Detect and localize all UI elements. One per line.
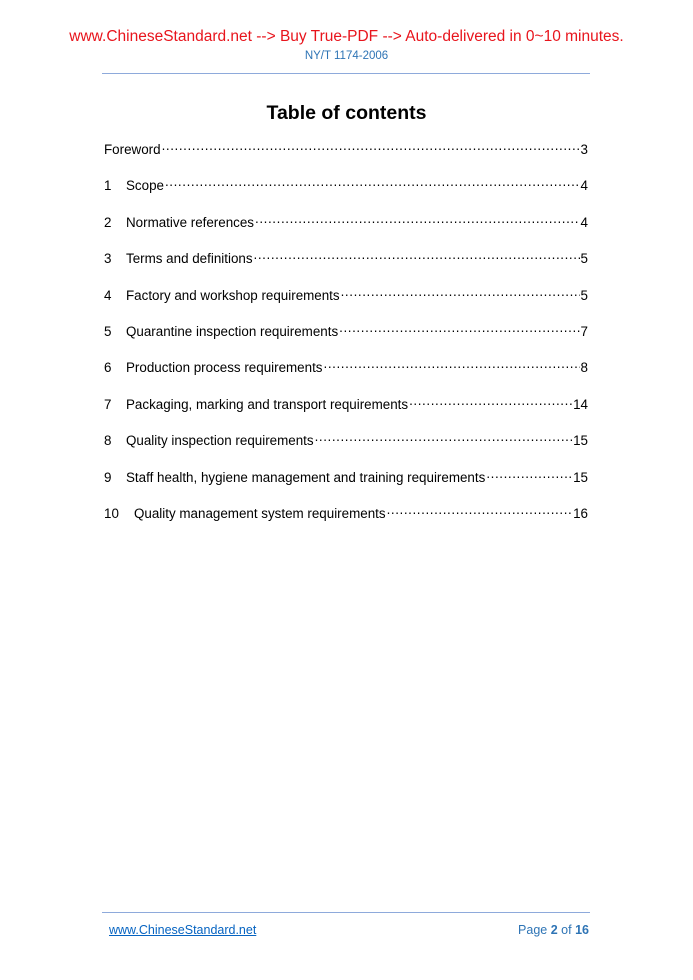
toc-entry-page: 4 bbox=[580, 178, 588, 194]
promo-banner[interactable]: www.ChineseStandard.net --> Buy True-PDF --> Auto-delivered in 0~10 minutes. bbox=[69, 28, 624, 45]
table-of-contents bbox=[104, 140, 588, 540]
toc-entry-number: 10 bbox=[104, 505, 119, 521]
footer-website-link[interactable]: www.ChineseStandard.net bbox=[109, 923, 257, 937]
toc-entry-terms-and-definitions[interactable] bbox=[104, 249, 588, 285]
toc-entry-number: 3 bbox=[104, 251, 112, 267]
header-divider bbox=[102, 73, 590, 74]
toc-entry-label: Scope bbox=[126, 178, 164, 194]
toc-entry-page: 4 bbox=[580, 214, 588, 230]
dot-leader bbox=[162, 140, 580, 154]
toc-entry-label: Quality inspection requirements bbox=[126, 433, 314, 449]
toc-entry-scope[interactable] bbox=[104, 176, 588, 212]
toc-entry-number: 9 bbox=[104, 469, 112, 485]
toc-entry-label: Normative references bbox=[126, 214, 255, 230]
toc-entry-number: 2 bbox=[104, 214, 112, 230]
toc-entry-page: 7 bbox=[580, 323, 588, 339]
toc-entry-number: 8 bbox=[104, 433, 112, 449]
toc-entry-label: Quarantine inspection requirements bbox=[126, 323, 339, 339]
toc-entry-quarantine-inspection[interactable] bbox=[104, 322, 588, 358]
toc-entry-label: Packaging, marking and transport requirements bbox=[126, 396, 409, 412]
toc-entry-label: Staff health, hygiene management and training requirements bbox=[126, 469, 486, 485]
dot-leader bbox=[324, 358, 580, 372]
dot-leader bbox=[409, 395, 572, 409]
toc-entry-label: Factory and workshop requirements bbox=[126, 287, 340, 303]
toc-entry-page: 14 bbox=[573, 396, 588, 412]
dot-leader bbox=[254, 249, 580, 263]
toc-entry-page: 15 bbox=[573, 433, 588, 449]
toc-title: Table of contents bbox=[266, 102, 427, 124]
toc-entry-label: Foreword bbox=[104, 142, 161, 157]
toc-entry-production-process[interactable] bbox=[104, 358, 588, 394]
footer-divider bbox=[102, 912, 590, 913]
toc-entry-number: 6 bbox=[104, 360, 112, 376]
dot-leader bbox=[387, 504, 573, 518]
toc-entry-label: Terms and definitions bbox=[126, 251, 253, 267]
toc-entry-quality-inspection[interactable] bbox=[104, 431, 588, 467]
dot-leader bbox=[341, 286, 580, 300]
toc-entry-number: 1 bbox=[104, 178, 112, 194]
toc-entry-page: 5 bbox=[580, 251, 588, 267]
page-indicator bbox=[518, 922, 589, 938]
toc-entry-label: Quality management system requirements bbox=[134, 505, 386, 521]
dot-leader bbox=[255, 213, 580, 227]
toc-entry-page: 3 bbox=[580, 142, 588, 157]
current-page-number: 2 bbox=[550, 923, 558, 937]
standard-number: NY/T 1174-2006 bbox=[304, 50, 389, 62]
toc-entry-page: 15 bbox=[573, 469, 588, 485]
toc-entry-number: 5 bbox=[104, 323, 112, 339]
toc-entry-number: 4 bbox=[104, 287, 112, 303]
toc-entry-normative-references[interactable] bbox=[104, 213, 588, 249]
toc-entry-number: 7 bbox=[104, 396, 112, 412]
toc-entry-page: 16 bbox=[573, 505, 588, 521]
toc-entry-quality-management-system[interactable] bbox=[104, 504, 588, 540]
dot-leader bbox=[339, 322, 579, 336]
toc-entry-factory-workshop[interactable] bbox=[104, 286, 588, 322]
toc-entry-packaging-marking-transport[interactable] bbox=[104, 395, 588, 431]
toc-entry-foreword[interactable] bbox=[104, 140, 588, 176]
dot-leader bbox=[315, 431, 573, 445]
page-prefix: Page bbox=[518, 923, 548, 937]
toc-entry-staff-health-hygiene[interactable] bbox=[104, 468, 588, 504]
toc-entry-page: 8 bbox=[580, 360, 588, 376]
toc-entry-page: 5 bbox=[580, 287, 588, 303]
toc-entry-label: Production process requirements bbox=[126, 360, 323, 376]
dot-leader bbox=[486, 468, 572, 482]
dot-leader bbox=[165, 176, 580, 190]
page-of: of bbox=[561, 923, 572, 937]
total-page-count: 16 bbox=[575, 923, 589, 937]
